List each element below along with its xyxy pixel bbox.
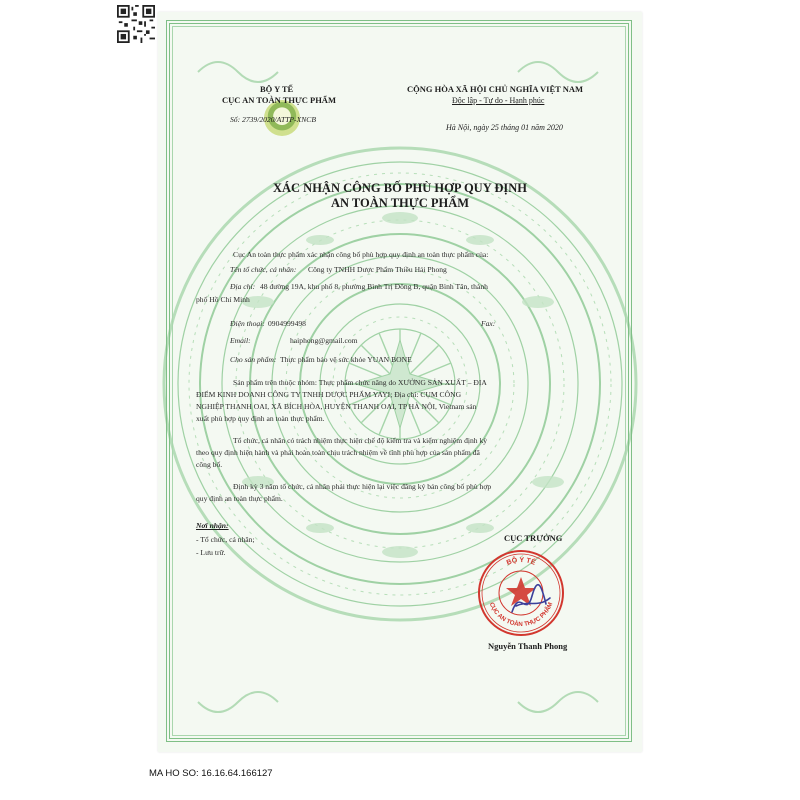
recipient-item-1: - Tổ chức, cá nhân; <box>196 535 255 544</box>
svg-text:CỤC AN TOÀN THỰC PHẨM: CỤC AN TOÀN THỰC PHẨM <box>487 601 555 629</box>
phone-label: Điện thoại: <box>230 319 265 328</box>
org-label: Tên tổ chức, cá nhân: <box>230 265 297 274</box>
address-line2: phố Hồ Chí Minh <box>196 295 250 304</box>
intro-text: Cục An toàn thực phẩm xác nhận công bố phù hợp quy định an toàn thực phẩm của: <box>233 250 489 259</box>
product-label: Cho sản phẩm: <box>230 355 277 364</box>
fax-label: Fax: <box>481 319 496 328</box>
address-label: Địa chỉ: <box>230 282 256 291</box>
department-name: CỤC AN TOÀN THỰC PHẨM <box>222 95 336 105</box>
product-value: Thực phẩm bảo vệ sức khỏe YUAN BONE <box>280 355 412 364</box>
republic-heading: CỘNG HÒA XÃ HỘI CHỦ NGHĨA VIỆT NAM <box>407 84 584 94</box>
org-value: Công ty TNHH Dược Phẩm Thiều Hải Phong <box>308 265 447 274</box>
paragraph1-line4: xuất phù hợp quy định an toàn thực phẩm. <box>196 414 325 423</box>
recipient-item-2: - Lưu trữ. <box>196 548 226 557</box>
document-title-line2: AN TOÀN THỰC PHẨM <box>330 196 470 210</box>
paragraph2-line3: công bố. <box>196 460 223 469</box>
paragraph1-line2: ĐIỂM KINH DOANH CÔNG TY TNHH DƯỢC PHẨM YAYI; Địa chỉ: CỤM CÔNG <box>196 390 462 399</box>
national-motto: Độc lập - Tự do - Hạnh phúc <box>452 96 545 105</box>
qr-code-icon <box>117 5 155 43</box>
signer-name: Nguyễn Thanh Phong <box>488 641 568 651</box>
email-label: Email: <box>230 336 251 345</box>
red-stamp-icon <box>476 548 566 638</box>
ministry-name: BỘ Y TẾ <box>260 84 294 94</box>
document-title-line1: XÁC NHẬN CÔNG BỐ PHÙ HỢP QUY ĐỊNH <box>272 181 528 195</box>
place-and-date: Hà Nội, ngày 25 tháng 01 năm 2020 <box>446 123 563 132</box>
address-line1: 48 đường 19A, khu phố 8, phường Bình Trị Đông B, quận Bình Tân, thành <box>260 282 488 291</box>
dossier-code: MA HO SO: 16.16.64.166127 <box>149 768 273 779</box>
document-number: Số: 2739/2020/ATTP-XNCB <box>230 115 316 124</box>
paragraph2-line1: Tổ chức, cá nhân có trách nhiệm thực hiện chế độ kiểm tra và kiểm nghiệm định kỳ <box>233 436 488 445</box>
qr-code <box>117 5 155 43</box>
signer-position: CỤC TRƯỞNG <box>504 533 563 543</box>
svg-text:BỘ Y TẾ: BỘ Y TẾ <box>505 556 537 567</box>
paragraph3-line2: quy định an toàn thực phẩm. <box>196 494 283 503</box>
paragraph3-line1: Định kỳ 3 năm tổ chức, cá nhân phải thực hiện lại việc đăng ký bản công bố phù hợp <box>233 482 492 491</box>
paragraph1-line3: NGHIỆP THANH OAI, XÃ BÍCH HÒA, HUYỆN THANH OAI, TP HÀ NỘI, Vietnam sản <box>196 402 477 411</box>
paragraph1-line1: Sản phẩm trên thuộc nhóm: Thực phẩm chức năng do XƯỞNG SẢN XUẤT – ĐỊA <box>233 378 487 387</box>
phone-value: 0904999498 <box>268 319 306 328</box>
email-value: haiphong@gmail.com <box>290 336 358 345</box>
official-red-stamp <box>476 548 566 638</box>
paragraph2-line2: theo quy định hiện hành và phải hoàn toàn chịu trách nhiệm về tính phù hợp của sản phẩm đã <box>196 448 480 457</box>
recipients-label: Nơi nhận: <box>196 521 229 530</box>
